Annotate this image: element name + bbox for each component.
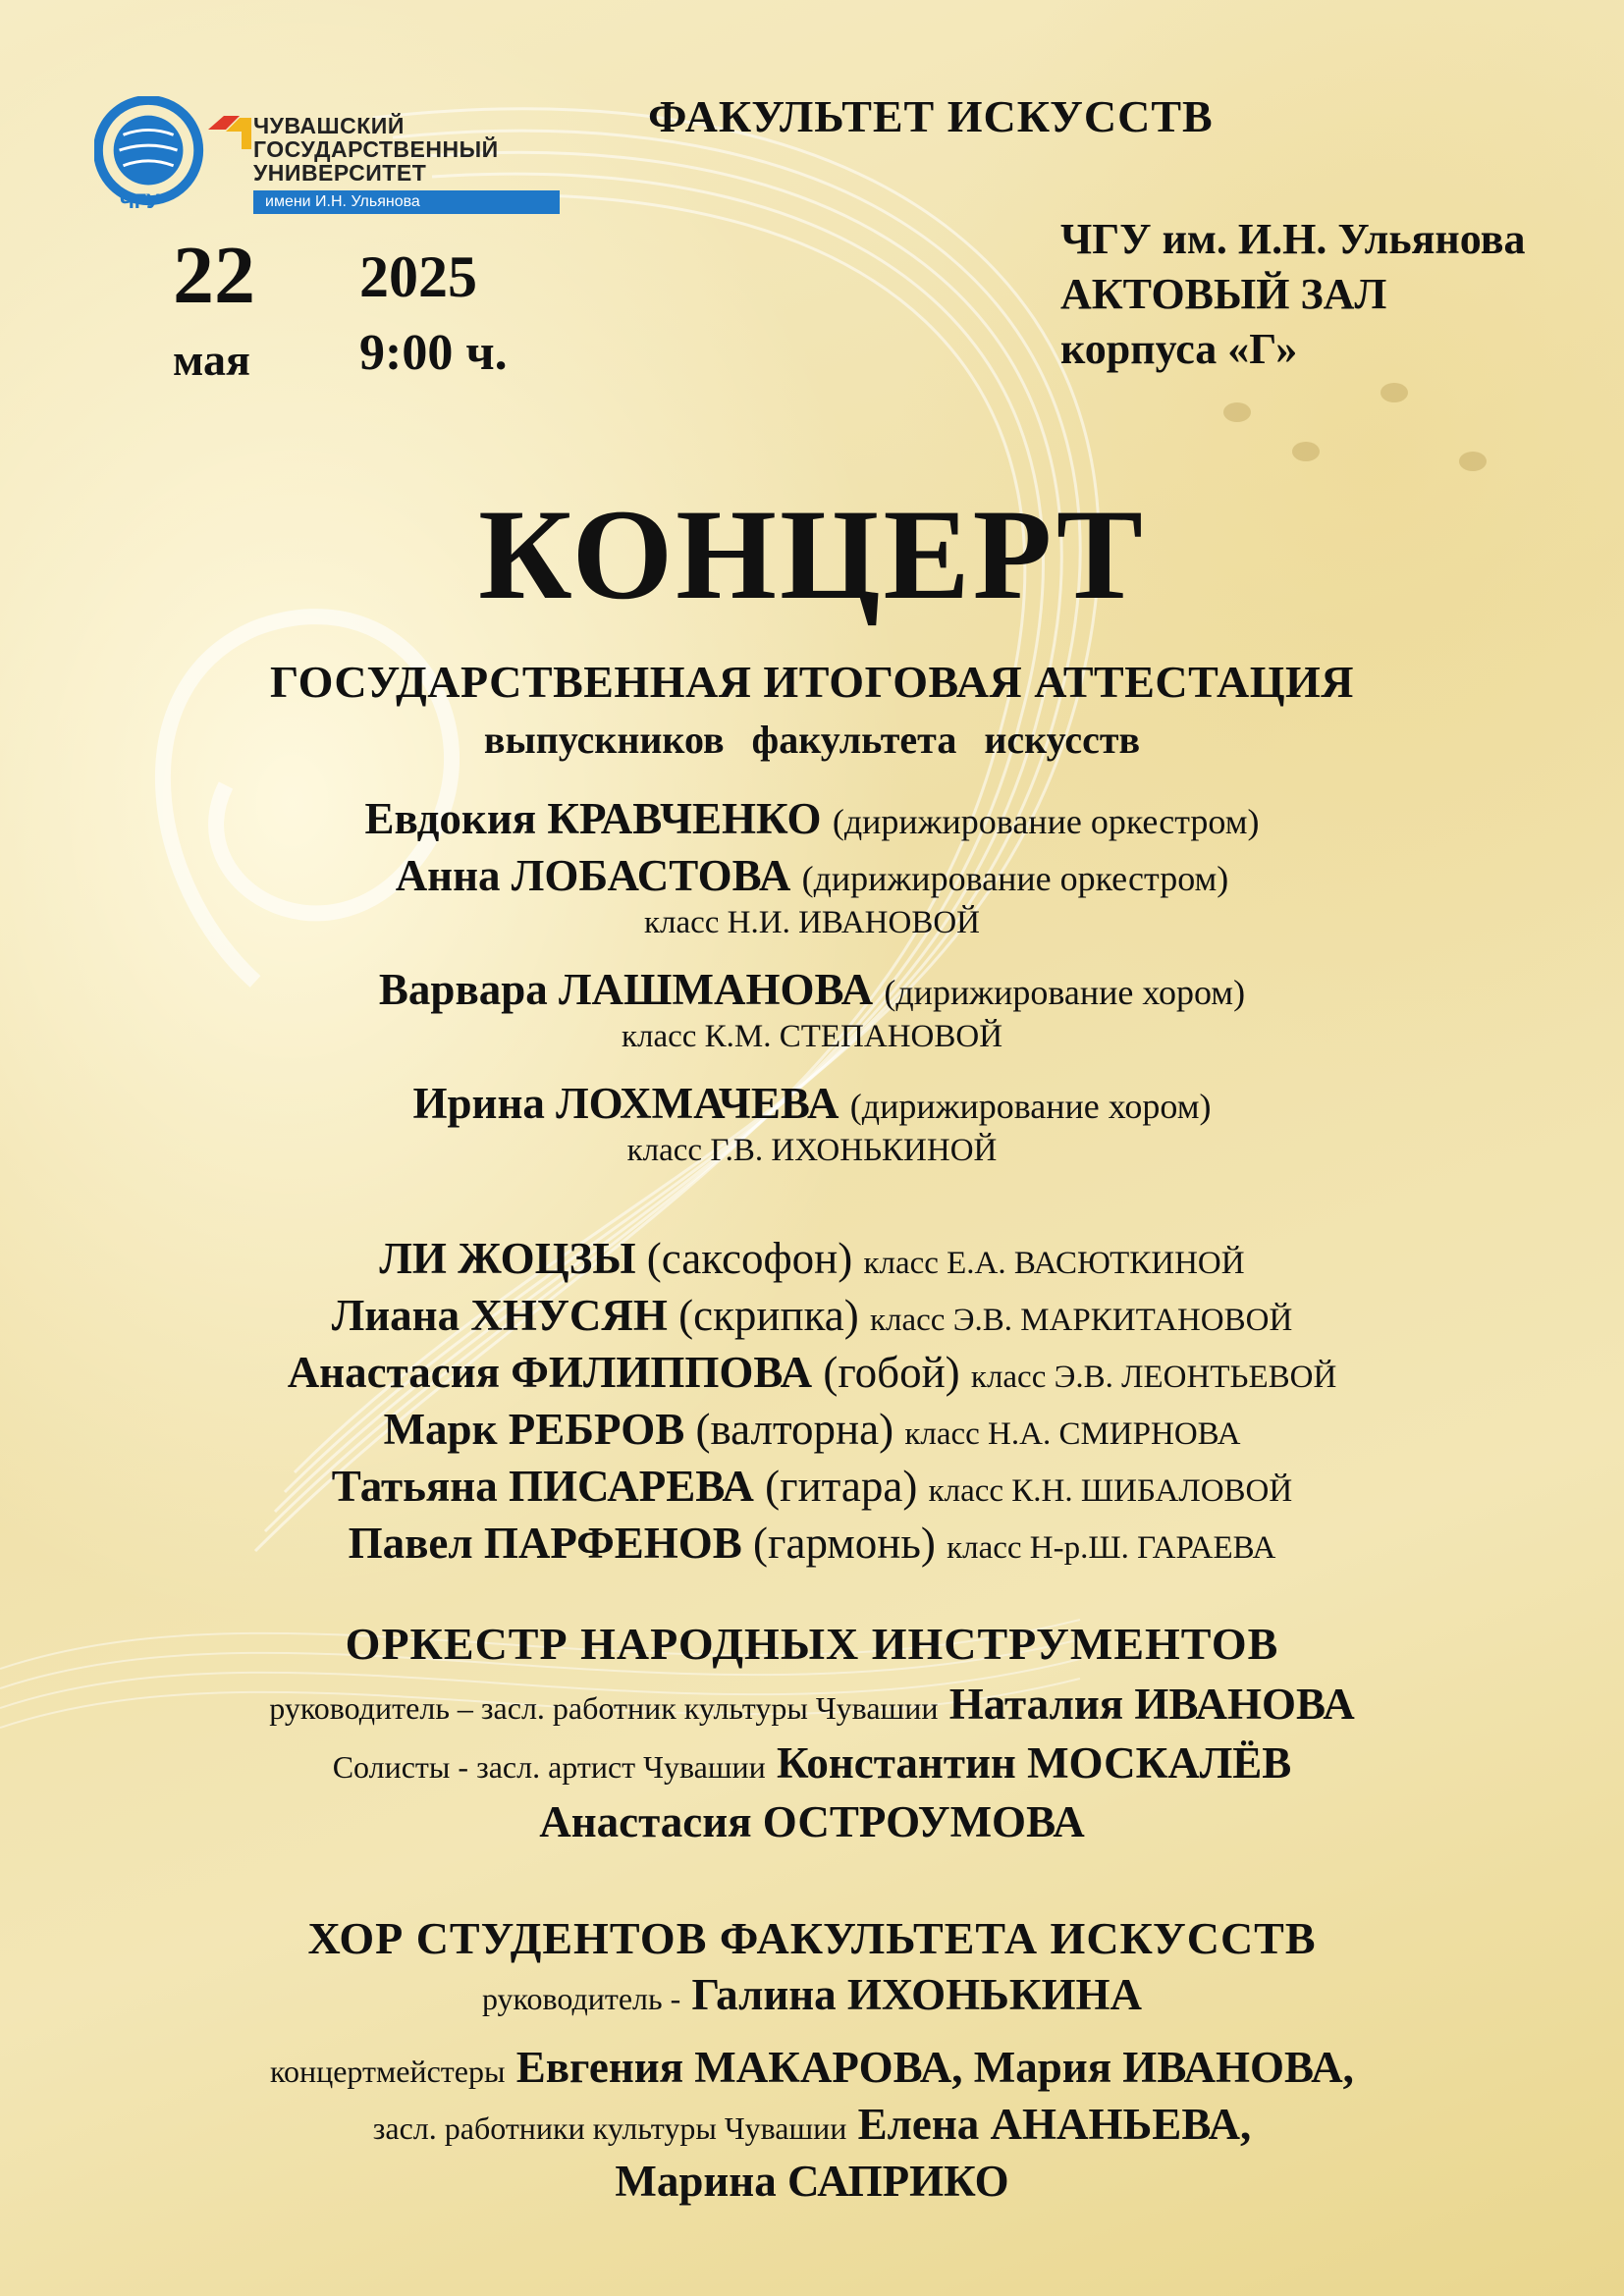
soloist-row	[0, 1290, 1624, 1341]
orchestra-soloist-2	[0, 1796, 1624, 1847]
soloist-row	[0, 1347, 1624, 1398]
orchestra-soloists	[0, 1737, 1624, 1789]
teacher-class: класс Е.А. ВАСЮТКИНОЙ	[863, 1246, 1245, 1281]
performer-instrument: (валторна)	[695, 1405, 894, 1454]
soloist-name: Анастасия ОСТРОУМОВА	[539, 1797, 1085, 1846]
logo-line-1: ЧУВАШСКИЙ	[253, 113, 405, 138]
teacher-class: класс Г.В. ИХОНЬКИНОЙ	[626, 1133, 998, 1168]
workers-names: Елена АНАНЬЕВА,	[857, 2100, 1252, 2149]
choir-leader	[0, 1969, 1624, 2020]
leader-label: руководитель -	[481, 1981, 681, 2016]
soloist-name: Константин МОСКАЛЁВ	[776, 1738, 1292, 1788]
faculty-title: ФАКУЛЬТЕТ ИСКУССТВ	[648, 91, 1214, 141]
accompanists-names: Евгения МАКАРОВА, Мария ИВАНОВА,	[515, 2043, 1354, 2092]
university-logo	[94, 96, 526, 214]
accompanists-label: концертмейстеры	[270, 2054, 506, 2089]
logo-line-3: УНИВЕРСИТЕТ	[253, 160, 427, 186]
teacher-class: класс Э.В. МАРКИТАНОВОЙ	[870, 1303, 1293, 1338]
venue-line-1: ЧГУ им. И.Н. Ульянова	[1060, 215, 1526, 263]
workers-label: засл. работники культуры Чувашии	[372, 2110, 847, 2146]
globe-logo-icon	[94, 96, 210, 212]
performer-name: Анна ЛОБАСТОВА	[395, 851, 791, 900]
performer-instrument: (гармонь)	[753, 1519, 936, 1568]
orchestra-title: ОРКЕСТР НАРОДНЫХ ИНСТРУМЕНТОВ	[345, 1619, 1279, 1669]
teacher-class: класс Э.В. ЛЕОНТЬЕВОЙ	[970, 1360, 1337, 1395]
orchestra-leader	[0, 1679, 1624, 1730]
performer-instrument: (саксофон)	[646, 1234, 853, 1283]
leader-name: Наталия ИВАНОВА	[948, 1680, 1355, 1729]
performer-instrument: (гитара)	[765, 1462, 918, 1511]
accompanist-name: Марина САПРИКО	[615, 2157, 1009, 2206]
performer-instrument: (гобой)	[823, 1348, 960, 1397]
performer-name: Анастасия ФИЛИППОВА	[287, 1348, 813, 1397]
teacher-class: класс К.М. СТЕПАНОВОЙ	[621, 1019, 1003, 1054]
concert-title: КОНЦЕРТ	[478, 482, 1146, 626]
attestation-title: ГОСУДАРСТВЕННАЯ ИТОГОВАЯ АТТЕСТАЦИЯ	[269, 657, 1355, 707]
choir-last	[0, 2156, 1624, 2207]
choir-accompanists	[0, 2042, 1624, 2093]
university-name	[253, 114, 499, 185]
venue-line-2: АКТОВЫЙ ЗАЛ	[1060, 270, 1387, 318]
soloists-label: Солисты - засл. артист Чувашии	[332, 1749, 766, 1785]
performer-name: Татьяна ПИСАРЕВА	[331, 1462, 754, 1511]
performer-name: ЛИ ЖОЦЗЫ	[379, 1234, 636, 1283]
choir-workers	[0, 2099, 1624, 2150]
conductor-row	[0, 850, 1624, 901]
event-year: 2025	[359, 244, 477, 309]
performer-specialty: (дирижирование хором)	[884, 973, 1246, 1012]
logo-band: имени И.Н. Ульянова	[253, 190, 560, 214]
event-month: мая	[173, 335, 250, 385]
soloist-row	[0, 1404, 1624, 1455]
venue-line-3: корпуса «Г»	[1060, 325, 1298, 373]
logo-ribbon-icon	[206, 110, 253, 155]
soloist-row	[0, 1461, 1624, 1512]
performer-specialty: (дирижирование оркестром)	[832, 802, 1260, 841]
svg-text:ЧГУ: ЧГУ	[119, 188, 160, 212]
performer-instrument: (скрипка)	[678, 1291, 859, 1340]
conductor-row	[0, 964, 1624, 1015]
venue	[1060, 212, 1525, 377]
performer-name: Марк РЕБРОВ	[383, 1405, 685, 1454]
leader-name: Галина ИХОНЬКИНА	[691, 1970, 1143, 2019]
teacher-class: класс К.Н. ШИБАЛОВОЙ	[928, 1473, 1293, 1509]
performer-name: Ирина ЛОХМАЧЕВА	[412, 1079, 839, 1128]
performer-specialty: (дирижирование хором)	[849, 1087, 1212, 1126]
graduates-subtitle: выпускников факультета искусств	[483, 718, 1141, 762]
performer-specialty: (дирижирование оркестром)	[801, 859, 1229, 898]
conductor-row	[0, 1078, 1624, 1129]
soloist-row	[0, 1518, 1624, 1569]
conductor-row	[0, 793, 1624, 844]
performer-name: Варвара ЛАШМАНОВА	[378, 965, 874, 1014]
leader-label: руководитель – засл. работник культуры Чувашии	[269, 1690, 939, 1726]
event-time: 9:00 ч.	[359, 325, 508, 381]
performer-name: Лиана ХНУСЯН	[331, 1291, 668, 1340]
teacher-class: класс Н.И. ИВАНОВОЙ	[643, 905, 981, 940]
performer-name: Евдокия КРАВЧЕНКО	[364, 794, 822, 843]
event-day: 22	[173, 230, 255, 321]
teacher-class: класс Н.А. СМИРНОВА	[904, 1416, 1241, 1452]
teacher-class: класс Н-р.Ш. ГАРАЕВА	[947, 1530, 1276, 1566]
performer-name: Павел ПАРФЕНОВ	[348, 1519, 742, 1568]
logo-line-2: ГОСУДАРСТВЕННЫЙ	[253, 136, 499, 162]
choir-title: ХОР СТУДЕНТОВ ФАКУЛЬТЕТА ИСКУССТВ	[307, 1913, 1317, 1963]
soloist-row	[0, 1233, 1624, 1284]
